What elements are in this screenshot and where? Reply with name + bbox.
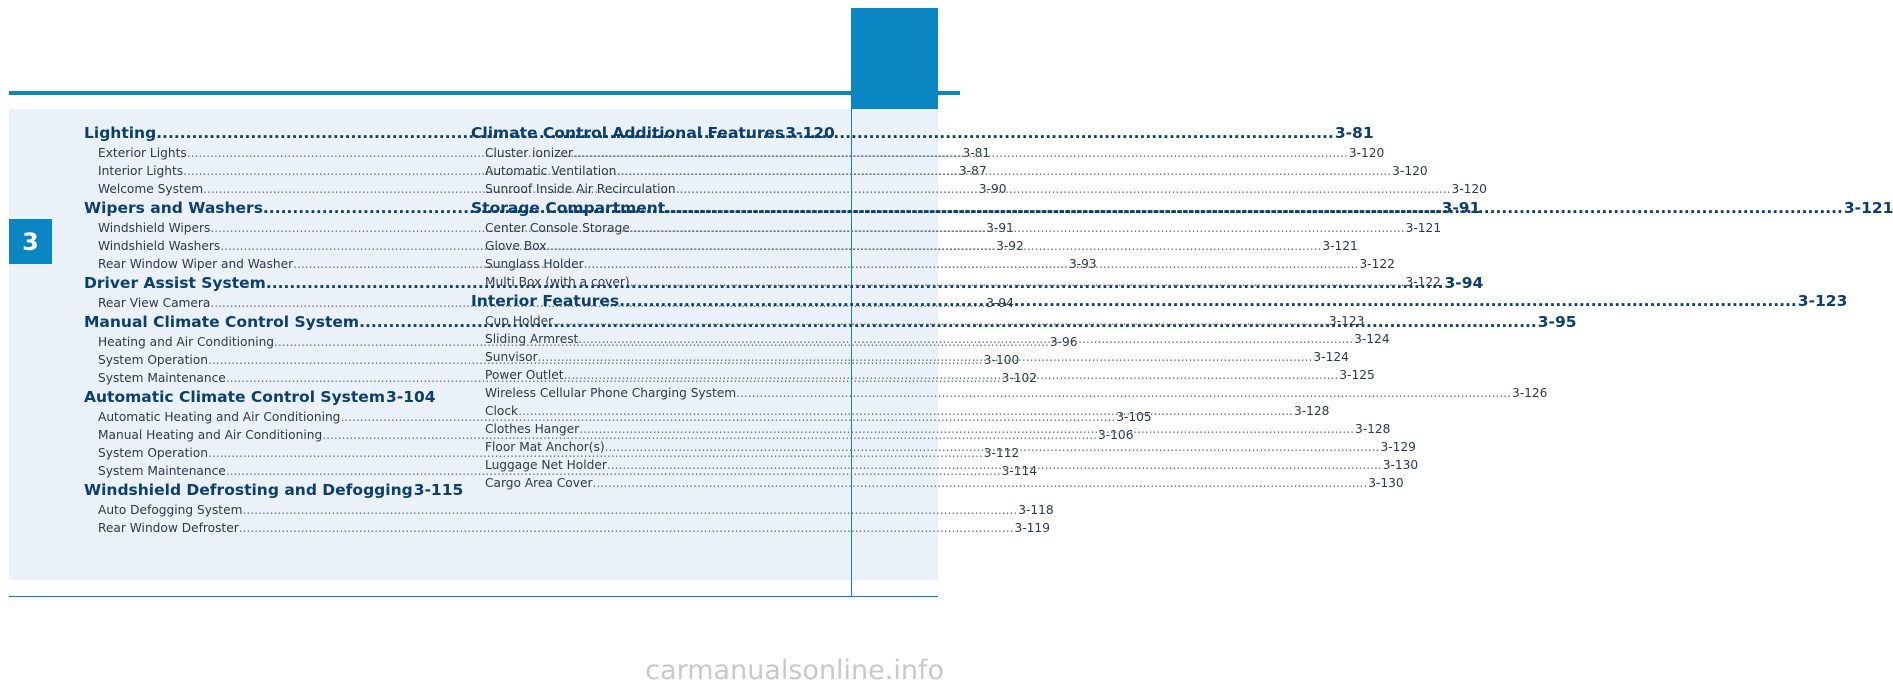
toc-page-number: 3-128 xyxy=(1355,422,1391,436)
toc-item-title: Rear Window Wiper and Washer xyxy=(98,257,294,271)
toc-item-title: Luggage Net Holder xyxy=(485,458,607,472)
toc-item-title: Sunvisor xyxy=(485,350,538,364)
toc-page-number: 3-119 xyxy=(1014,521,1050,535)
toc-page-number: 3-130 xyxy=(1368,476,1404,490)
toc-page-number: 3-115 xyxy=(413,481,464,499)
toc-leader xyxy=(573,144,1348,162)
toc-section-entry[interactable] xyxy=(84,480,464,501)
toc-page-number: 3-81 xyxy=(1334,124,1374,142)
toc-section-title: Climate Control Additional Features xyxy=(471,124,785,142)
toc-leader xyxy=(630,219,1405,237)
toc-page-number: 3-102 xyxy=(1001,371,1038,385)
toc-item-title: System Maintenance xyxy=(98,464,226,478)
toc-page-number: 3-96 xyxy=(1049,335,1078,349)
toc-item-entry[interactable] xyxy=(471,273,1441,291)
toc-page-number: 3-128 xyxy=(1293,404,1330,418)
toc-page-number: 3-91 xyxy=(986,221,1014,235)
toc-page-number: 3-129 xyxy=(1380,440,1416,454)
toc-leader xyxy=(518,402,1293,420)
toc-page-number: 3-106 xyxy=(1098,428,1134,442)
toc-item-entry[interactable] xyxy=(471,384,1548,402)
toc-section-title: Interior Features xyxy=(471,292,620,310)
toc-page-number: 3-121 xyxy=(1322,239,1358,253)
toc-page-number: 3-120 xyxy=(785,124,835,142)
toc-item-title: Clothes Hanger xyxy=(485,422,580,436)
toc-section-entry[interactable] xyxy=(84,387,436,408)
toc-leader xyxy=(616,162,1391,180)
toc-item-title: Exterior Lights xyxy=(98,146,187,160)
toc-leader xyxy=(547,237,1322,255)
toc-page-number: 3-104 xyxy=(385,388,436,406)
toc-item-title: Heating and Air Conditioning xyxy=(98,335,275,349)
toc-page-number: 3-125 xyxy=(1339,368,1375,382)
toc-section-entry[interactable] xyxy=(471,123,835,144)
toc-leader xyxy=(619,291,1797,312)
toc-item-title: Rear View Camera xyxy=(98,296,211,310)
toc-item-title: System Operation xyxy=(98,446,208,460)
toc-item-title: Sunroof Inside Air Recirculation xyxy=(485,182,676,196)
toc-page-number: 3-95 xyxy=(1537,313,1577,331)
toc-leader xyxy=(553,312,1328,330)
toc-leader xyxy=(242,501,1017,519)
toc-leader xyxy=(563,366,1338,384)
toc-page-number: 3-112 xyxy=(983,446,1020,460)
toc-page-number: 3-94 xyxy=(986,296,1014,310)
chapter-number-badge: 3 xyxy=(9,219,52,264)
toc-leader xyxy=(630,273,1405,291)
toc-item-title: System Operation xyxy=(98,353,208,367)
toc-item-title: Automatic Ventilation xyxy=(485,164,617,178)
toc-leader xyxy=(736,384,1511,402)
toc-item-title: Automatic Heating and Air Conditioning xyxy=(98,410,341,424)
toc-page-number: 3-93 xyxy=(1068,257,1097,271)
toc-item-entry[interactable] xyxy=(84,519,1050,537)
toc-page-number: 3-81 xyxy=(962,146,991,160)
toc-leader xyxy=(239,519,1014,537)
toc-section-title: Automatic Climate Control System xyxy=(84,388,385,406)
toc-item-title: Power Outlet xyxy=(485,368,564,382)
toc-page-number: 3-105 xyxy=(1116,410,1152,424)
watermark: carmanualsonline.info xyxy=(645,655,944,686)
toc-page-number: 3-90 xyxy=(978,182,1007,196)
toc-section-title: Windshield Defrosting and Defogging xyxy=(84,481,413,499)
toc-item-title: Windshield Wipers xyxy=(98,221,211,235)
toc-leader xyxy=(579,420,1354,438)
toc-leader xyxy=(665,198,1843,219)
toc-leader xyxy=(584,255,1359,273)
toc-item-title: Manual Heating and Air Conditioning xyxy=(98,428,323,442)
toc-page-number: 3-130 xyxy=(1382,458,1419,472)
toc-page-number: 3-123 xyxy=(1797,292,1848,310)
toc-item-title: Windshield Washers xyxy=(98,239,221,253)
toc-section-title: Wipers and Washers xyxy=(84,199,263,217)
toc-item-title: Cluster ionizer xyxy=(485,146,573,160)
toc-item-entry[interactable] xyxy=(471,312,1365,330)
chapter-tab xyxy=(851,8,938,109)
toc-page-number: 3-118 xyxy=(1018,503,1054,517)
toc-leader xyxy=(592,474,1367,492)
toc-item-title: Cup Holder xyxy=(485,314,554,328)
toc-leader xyxy=(578,330,1353,348)
footer-rule xyxy=(9,596,938,597)
toc-item-title: Cargo Area Cover xyxy=(485,476,593,490)
toc-page-number: 3-114 xyxy=(1001,464,1038,478)
toc-item-title: Multi Box (with a cover) xyxy=(485,275,630,289)
toc-item-title: Interior Lights xyxy=(98,164,184,178)
toc-item-title: Center Console Storage xyxy=(485,221,630,235)
toc-page-number: 3-92 xyxy=(996,239,1024,253)
toc-page-number: 3-120 xyxy=(1392,164,1428,178)
toc-page-number: 3-124 xyxy=(1313,350,1349,364)
toc-leader xyxy=(607,456,1382,474)
toc-leader xyxy=(538,348,1313,366)
toc-leader xyxy=(605,438,1380,456)
toc-item-entry[interactable] xyxy=(471,474,1404,492)
toc-page-number: 3-87 xyxy=(958,164,987,178)
toc-item-title: Glove Box xyxy=(485,239,547,253)
toc-page-number: 3-126 xyxy=(1511,386,1548,400)
toc-page-number: 3-100 xyxy=(983,353,1020,367)
toc-item-title: Clock xyxy=(485,404,519,418)
toc-item-entry[interactable] xyxy=(84,501,1054,519)
toc-page-number: 3-122 xyxy=(1359,257,1395,271)
toc-page-number: 3-94 xyxy=(1444,274,1484,292)
toc-page-number: 3-120 xyxy=(1348,146,1385,160)
toc-item-title: Sunglass Holder xyxy=(485,257,584,271)
toc-leader xyxy=(676,180,1451,198)
toc-page-number: 3-91 xyxy=(1441,199,1481,217)
header-rule xyxy=(9,91,960,95)
toc-item-title: Sliding Armrest xyxy=(485,332,579,346)
toc-page-number: 3-124 xyxy=(1354,332,1390,346)
toc-page-number: 3-121 xyxy=(1405,221,1442,235)
toc-section-title: Lighting xyxy=(84,124,157,142)
toc-item-title: Floor Mat Anchor(s) xyxy=(485,440,605,454)
toc-item-title: Rear Window Defroster xyxy=(98,521,239,535)
toc-page-number: 3-121 xyxy=(1843,199,1893,217)
toc-section-title: Driver Assist System xyxy=(84,274,266,292)
toc-item-title: Auto Defogging System xyxy=(98,503,243,517)
toc-page-number: 3-120 xyxy=(1451,182,1487,196)
toc-section-title: Manual Climate Control System xyxy=(84,313,360,331)
toc-section-title: Storage Compartment xyxy=(471,199,666,217)
toc-item-title: Wireless Cellular Phone Charging System xyxy=(485,386,737,400)
toc-page-number: 3-123 xyxy=(1328,314,1365,328)
toc-page-number: 3-122 xyxy=(1405,275,1441,289)
toc-item-title: System Maintenance xyxy=(98,371,226,385)
toc-item-title: Welcome System xyxy=(98,182,204,196)
